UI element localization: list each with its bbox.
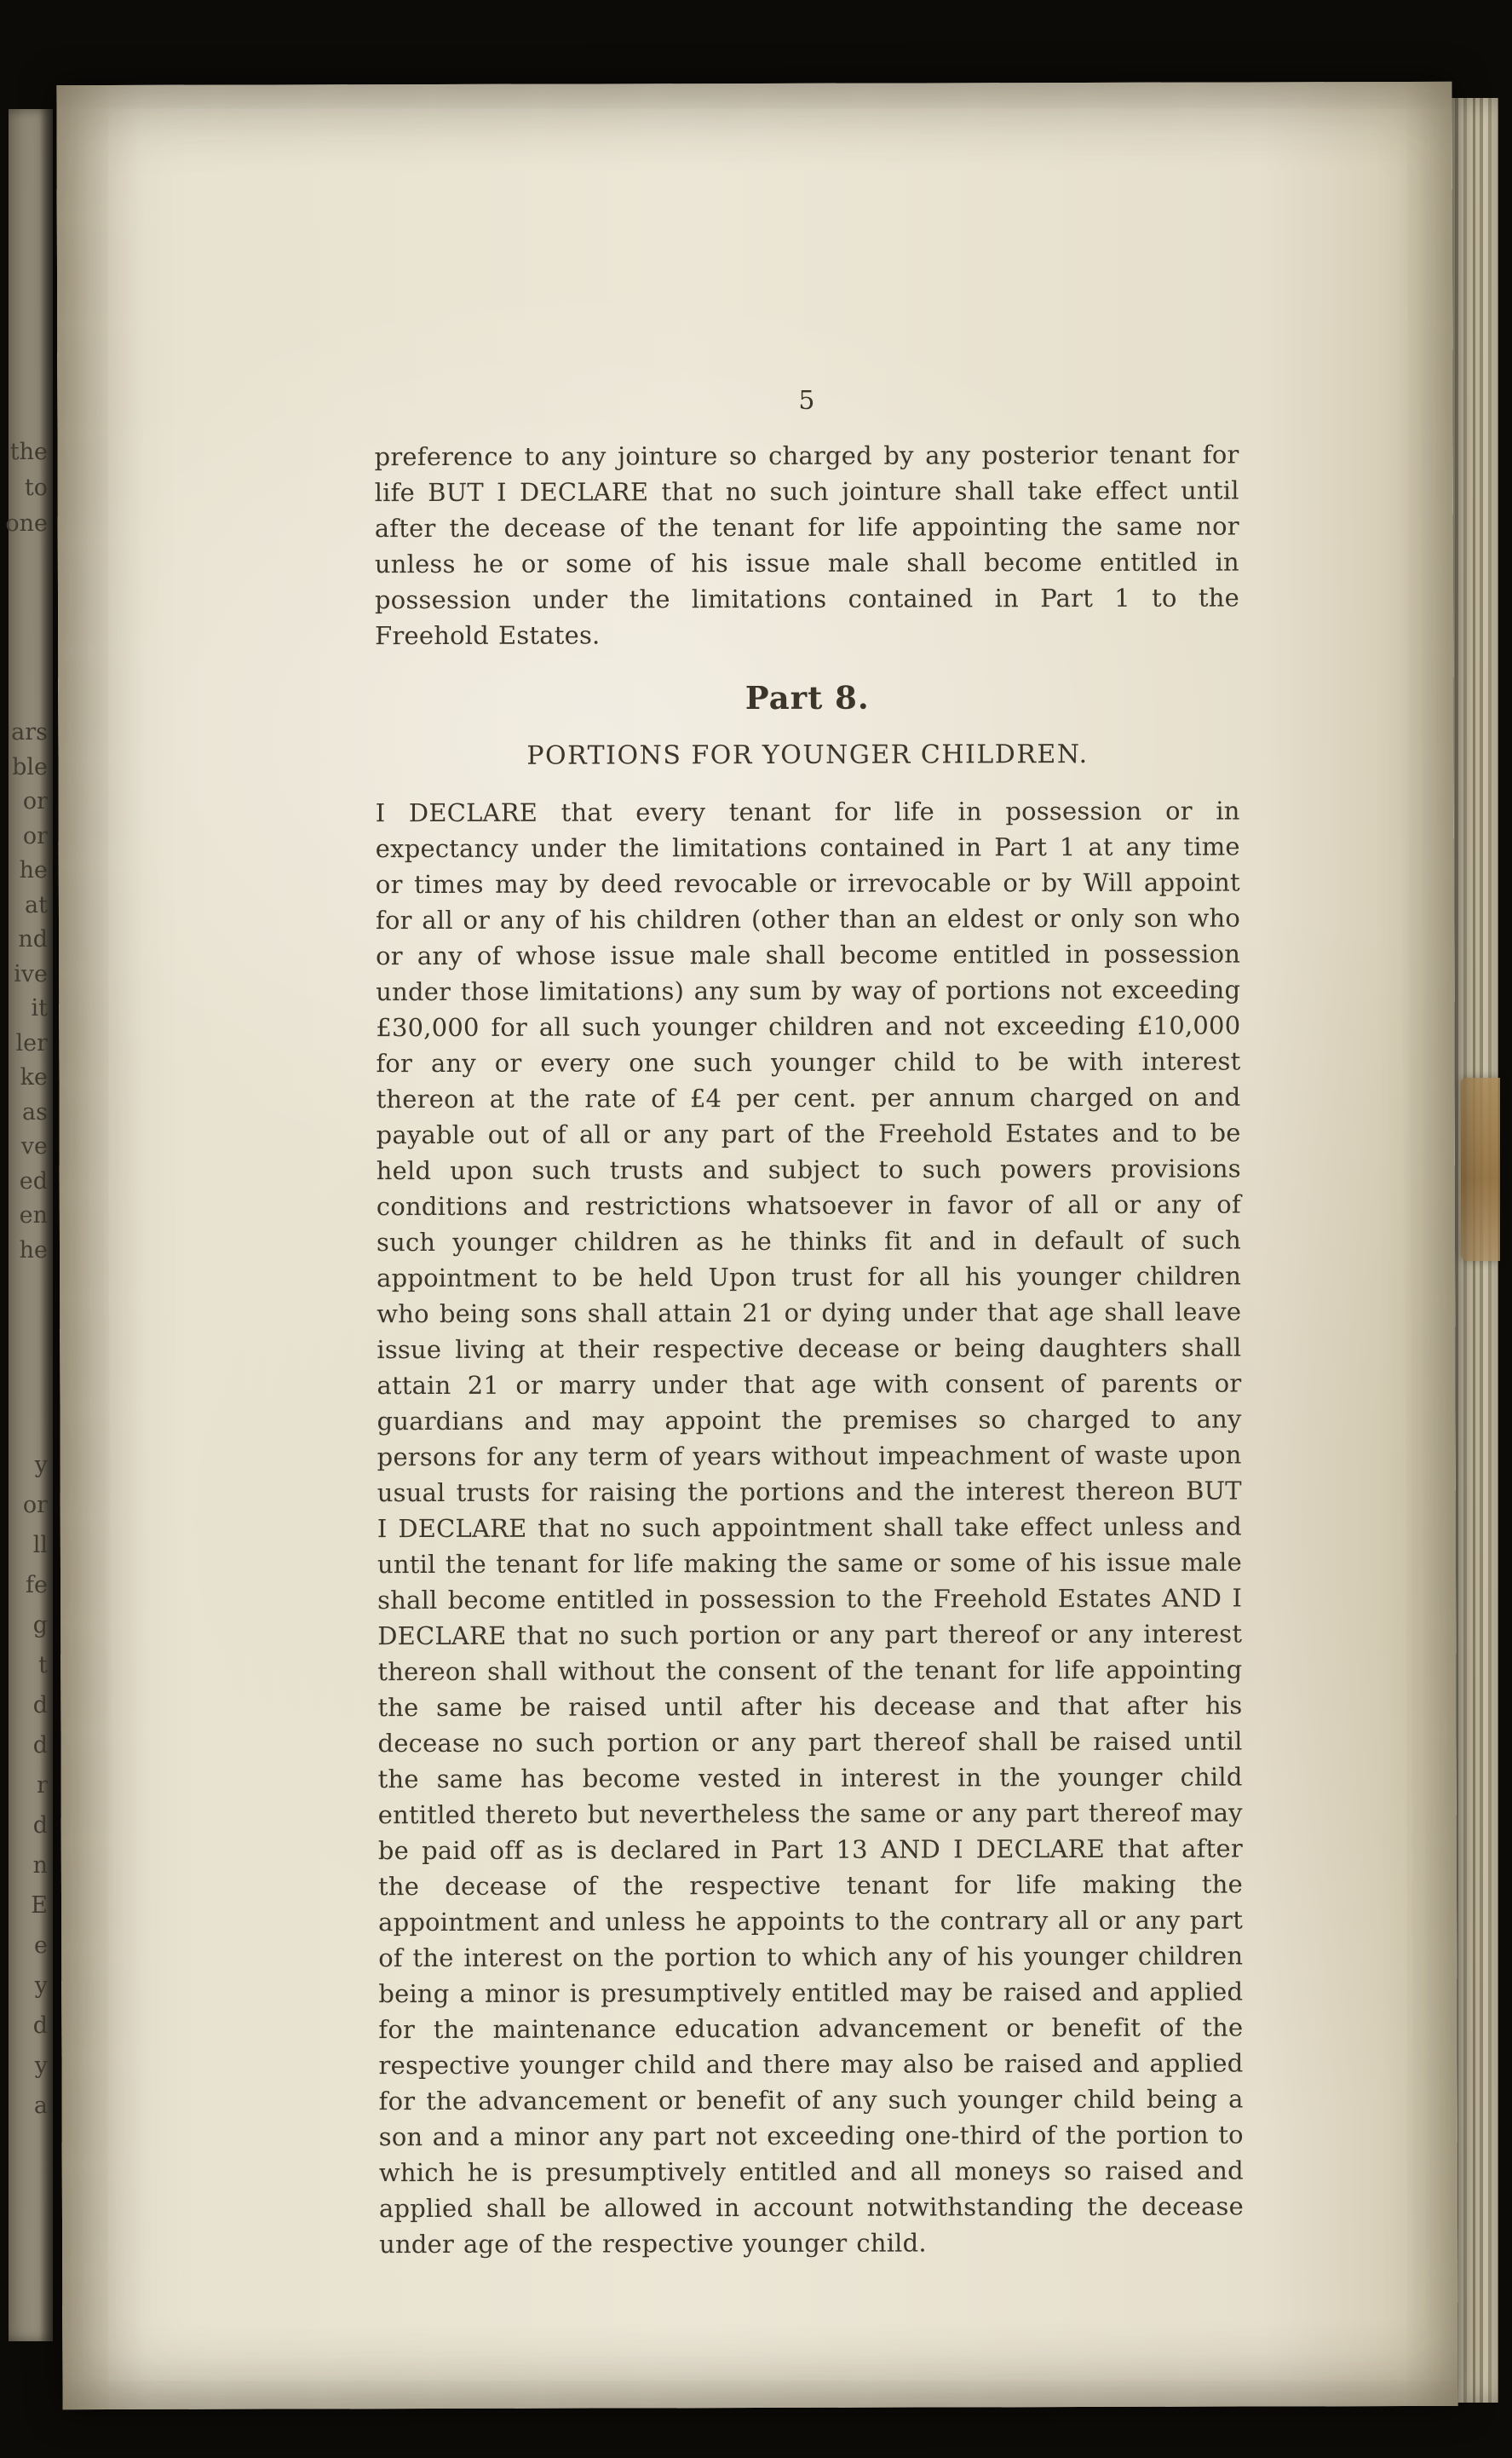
facing-page-text-fragment: d — [32, 1732, 48, 1759]
facing-page-text-fragment: or — [22, 822, 48, 849]
facing-page-text-fragment: ars — [11, 719, 48, 745]
facing-page-text-fragment: y — [34, 1972, 48, 1999]
section-heading: PORTIONS FOR YOUNGER CHILDREN. — [526, 739, 1089, 771]
facing-page-text-fragment: E — [31, 1892, 48, 1919]
aged-tape-mark — [1461, 1078, 1500, 1261]
facing-page-text-fragment: r — [37, 1772, 48, 1799]
facing-page-text-fragment: ler — [15, 1029, 48, 1056]
facing-page-text-fragment: or — [22, 788, 48, 815]
facing-page-text-fragment: d — [32, 1812, 48, 1839]
facing-page-text-fragment: a — [33, 2092, 48, 2119]
facing-page-text-fragment: as — [22, 1098, 48, 1125]
facing-page-text-fragment: d — [32, 1692, 48, 1718]
facing-page-text-fragment: he — [19, 1236, 48, 1264]
facing-page-text-fragment: ble — [12, 753, 48, 780]
document-page — [56, 82, 1457, 2409]
facing-page-text-fragment: y — [34, 1452, 48, 1478]
facing-page-text-fragment: at — [25, 891, 48, 918]
intro-paragraph: preference to any jointure so charged by any posterior tenant for life BUT I DECLARE that no such jointure shall take effect until after the decease of the tenant for life appointing the same nor unless he or some of his issue male shall become entitled in possession under the limitations contained in Part 1 to the Freehold Estates. — [374, 440, 1240, 651]
facing-page-text-fragment: n — [32, 1852, 48, 1879]
facing-page-text-fragment: fe — [26, 1572, 48, 1598]
facing-page-fragments-bottom — [23, 1445, 48, 2126]
facing-page-fragments-top — [5, 435, 48, 542]
facing-page-text-fragment: d — [32, 2012, 48, 2039]
facing-page-text-fragment: or — [22, 1492, 48, 1518]
facing-page-text-fragment: t — [38, 1652, 48, 1678]
facing-page-fragments-middle — [11, 716, 48, 1268]
facing-page-text-fragment: ke — [20, 1064, 48, 1091]
facing-page-text-fragment: e — [34, 1932, 48, 1959]
facing-page-text-fragment: one — [5, 510, 48, 537]
facing-page-text-fragment: nd — [18, 926, 48, 953]
facing-page-text-fragment: g — [32, 1612, 48, 1638]
facing-page-text-fragment: y — [34, 2052, 48, 2079]
facing-page-text-fragment: it — [31, 995, 48, 1022]
facing-page-text-fragment: to — [24, 475, 48, 501]
facing-page-text-fragment: he — [19, 857, 48, 884]
facing-page-text-fragment: ed — [19, 1167, 48, 1194]
part-heading: Part 8. — [745, 678, 870, 717]
text-column — [374, 383, 1244, 2263]
facing-page-edge — [5, 109, 53, 2341]
facing-page-text-fragment: ll — [32, 1532, 48, 1558]
facing-page-text-fragment: en — [19, 1202, 48, 1229]
page-number: 5 — [798, 385, 815, 416]
facing-page-text-fragment: ve — [20, 1133, 48, 1160]
body-paragraph: I DECLARE that every tenant for life in possession or in expectancy under the limitations contained in Part 1 at any time or times may by deed revocable or irrevocable or by Will appoint for all or any of his children (other than an eldest or only son who or any of whose issue male shall become entitled in possession under those limitations) any sum by way of portions not exceeding £30,000 for all such younger children and not exceeding £10,000 for any or every one such younger child to be with interest thereon at the rate of £4 per cent. per annum charged on and payable out of all or any part of the Freehold Estates and to be held upon such trusts and subject to such powers provisions conditions and restrictions whatsoever in favor of all or any of such younger children as he thinks fit and in default of such appointment to be held Upon trust for all his younger children who being sons shall attain 21 or dying under that age shall leave issue living at their respective decease or being daughters shall attain 21 or marry under that age with consent of parents or guardians and may appoint the premises so charged to any persons for any term of years without impeachment of waste upon usual trusts for raising the portions and the interest thereon BUT I DECLARE that no such appointment shall take effect unless and until the tenant for life making the same or some of his issue male shall become entitled in possession to the Freehold Estates AND I DECLARE that no such portion or any part thereof or any interest thereon shall without the consent of the tenant for life appointing the same be raised until after his decease and that after his decease no such portion or any part thereof shall be raised until the same has become vested in interest in the younger child entitled thereto but nevertheless the same or any part thereof may be paid off as is declared in Part 13 AND I DECLARE that after the decease of the respective tenant for life making the appointment and unless he appoints to the contrary all or any part of the interest on the portion to which any of his younger children being a minor is presumptively entitled may be raised and applied for the maintenance education advancement or benefit of the respective younger child and there may also be raised and applied for the advancement or benefit of any such younger child being a son and a minor any part not exceeding one-third of the portion to which he is presumptively entitled and all moneys so raised and applied shall be allowed in account notwithstanding the decease under age of the respective younger child. — [375, 796, 1244, 2259]
facing-page-text-fragment: the — [9, 439, 48, 465]
facing-page-text-fragment: ive — [14, 960, 48, 987]
